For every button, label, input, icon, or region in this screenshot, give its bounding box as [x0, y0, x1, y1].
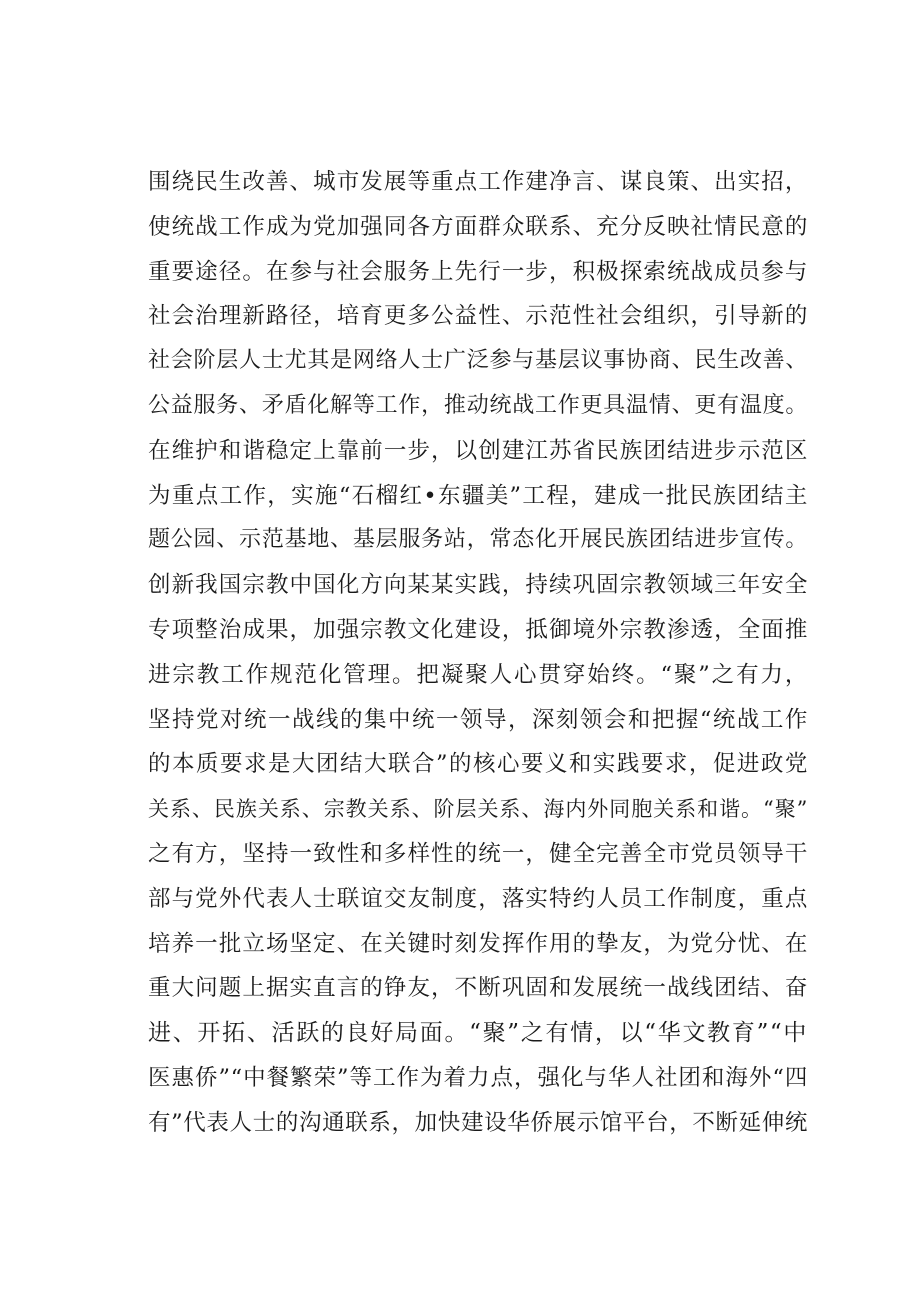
text-line: 重要途径。在参与社会服务上先行一步，积极探索统战成员参与 [148, 258, 808, 285]
text-line: 坚持党对统一战线的集中统一领导，深刻领会和把握“统战工作 [148, 706, 808, 733]
text-line: 有”代表人士的沟通联系，加快建设华侨展示馆平台，不断延伸统 [148, 1109, 808, 1136]
text-line: 培养一批立场坚定、在关键时刻发挥作用的挚友，为党分忧、在 [148, 930, 808, 957]
text-line: 部与党外代表人士联谊交友制度，落实特约人员工作制度，重点 [148, 885, 808, 912]
text-line: 重大问题上据实直言的铮友，不断巩固和发展统一战线团结、奋 [148, 975, 808, 1002]
body-text [148, 160, 808, 1146]
text-line: 关系、民族关系、宗教关系、阶层关系、海内外同胞关系和谐。“聚” [148, 797, 808, 822]
text-line: 专项整治成果，加强宗教文化建设，抵御境外宗教渗透，全面推 [148, 616, 808, 643]
text-line: 医惠侨”“中餐繁荣”等工作为着力点，强化与华人社团和海外“四 [148, 1064, 808, 1091]
text-line: 为重点工作，实施“石榴红•东疆美”工程，建成一批民族团结主 [148, 482, 808, 509]
text-line: 的本质要求是大团结大联合”的核心要义和实践要求，促进政党 [148, 751, 808, 778]
text-line: 公益服务、矛盾化解等工作，推动统战工作更具温情、更有温度。 [148, 392, 808, 418]
text-line: 创新我国宗教中国化方向某某实践，持续巩固宗教领域三年安全 [148, 572, 808, 599]
text-line: 使统战工作成为党加强同各方面群众联系、充分反映社情民意的 [148, 213, 808, 240]
text-line: 进、开拓、活跃的良好局面。“聚”之有情，以“华文教育”“中 [148, 1020, 808, 1047]
text-line: 题公园、示范基地、基层服务站，常态化开展民族团结进步宣传。 [148, 527, 808, 553]
text-line: 之有方，坚持一致性和多样性的统一，健全完善全市党员领导干 [148, 840, 808, 867]
text-line: 进宗教工作规范化管理。把凝聚人心贯穿始终。“聚”之有力， [148, 661, 808, 688]
text-line: 社会阶层人士尤其是网络人士广泛参与基层议事协商、民生改善、 [148, 348, 808, 374]
text-line: 在维护和谐稳定上靠前一步，以创建江苏省民族团结进步示范区 [148, 437, 808, 464]
text-line: 社会治理新路径，培育更多公益性、示范性社会组织，引导新的 [148, 303, 808, 330]
text-line: 围绕民生改善、城市发展等重点工作建净言、谋良策、出实招， [148, 169, 808, 195]
